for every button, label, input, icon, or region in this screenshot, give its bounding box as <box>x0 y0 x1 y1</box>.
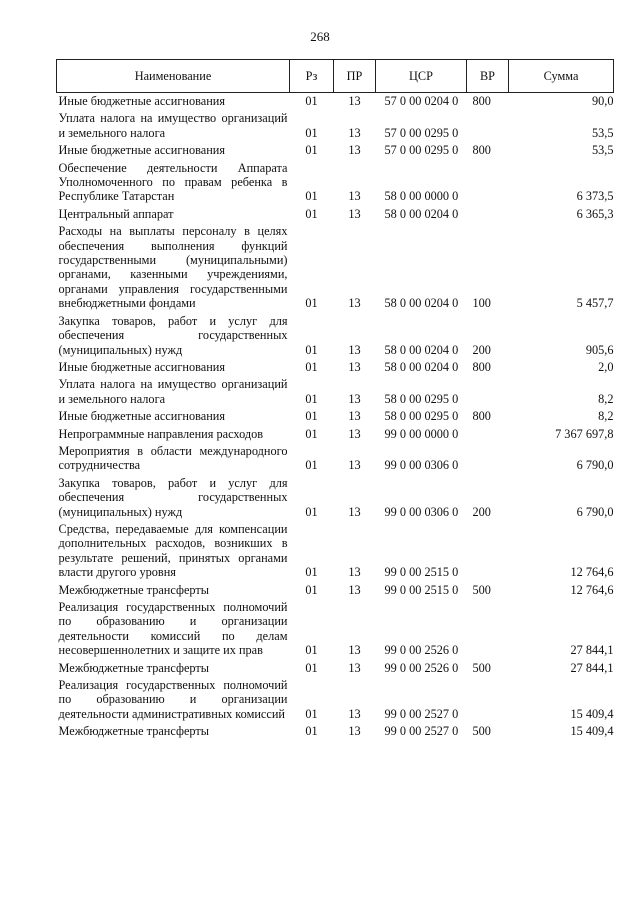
cell-csr: 57 0 00 0204 0 <box>384 94 459 108</box>
cell-rz: 01 <box>305 504 318 519</box>
cell-csr: 99 0 00 2526 0 <box>384 660 459 675</box>
cell-csr: 99 0 00 0306 0 <box>384 458 459 473</box>
cell-name: Межбюджетные трансферты <box>58 660 210 675</box>
cell-vr <box>467 426 509 443</box>
cell-sum: 905,6 <box>585 342 614 357</box>
header-name: Наименование <box>57 60 290 93</box>
table-row <box>57 313 614 359</box>
cell-rz: 01 <box>305 409 318 424</box>
header-rz: Рз <box>290 60 334 93</box>
cell-pr: 13 <box>348 724 361 739</box>
cell-pr: 13 <box>348 206 361 221</box>
cell-pr: 13 <box>348 660 361 675</box>
cell-name: Межбюджетные трансферты <box>58 582 210 597</box>
budget-table <box>56 59 614 741</box>
cell-csr: 58 0 00 0204 0 <box>384 342 459 357</box>
table-row <box>57 660 614 677</box>
cell-vr: 200 <box>472 504 491 519</box>
table-row <box>57 142 614 159</box>
cell-rz: 01 <box>305 391 318 406</box>
cell-name: Иные бюджетные ассигнования <box>58 359 226 374</box>
cell-name: Закупка товаров, работ и услуг для обеспечения государственных (муниципальных) нужд <box>58 475 288 519</box>
cell-sum: 6 790,0 <box>576 458 614 473</box>
cell-sum: 27 844,1 <box>570 660 614 675</box>
cell-vr: 800 <box>472 143 491 158</box>
table-row <box>57 376 614 408</box>
cell-vr: 800 <box>472 94 491 108</box>
cell-rz: 01 <box>305 660 318 675</box>
cell-csr: 99 0 00 2515 0 <box>384 582 459 597</box>
table-row <box>57 223 614 312</box>
cell-pr: 13 <box>348 391 361 406</box>
cell-rz: 01 <box>305 359 318 374</box>
cell-vr: 800 <box>472 359 491 374</box>
cell-rz: 01 <box>305 342 318 357</box>
cell-csr: 58 0 00 0295 0 <box>384 409 459 424</box>
table-row <box>57 677 614 723</box>
cell-csr: 99 0 00 2515 0 <box>384 565 459 580</box>
cell-sum: 8,2 <box>598 391 614 406</box>
cell-csr: 99 0 00 2526 0 <box>384 643 459 658</box>
cell-vr <box>467 599 509 660</box>
cell-name: Закупка товаров, работ и услуг для обеспечения государственных (муниципальных) нужд <box>58 313 288 357</box>
cell-sum: 6 790,0 <box>576 504 614 519</box>
cell-pr: 13 <box>348 359 361 374</box>
table-row <box>57 599 614 660</box>
cell-pr: 13 <box>348 189 361 204</box>
cell-rz: 01 <box>305 458 318 473</box>
cell-csr: 58 0 00 0204 0 <box>384 359 459 374</box>
cell-name: Мероприятия в области международного сотрудничества <box>58 443 288 473</box>
cell-vr <box>467 376 509 408</box>
cell-sum: 8,2 <box>598 409 614 424</box>
cell-vr: 500 <box>472 582 491 597</box>
cell-csr: 58 0 00 0204 0 <box>384 206 459 221</box>
cell-sum: 12 764,6 <box>570 565 614 580</box>
cell-name: Уплата налога на имущество организаций и земельного налога <box>58 377 288 406</box>
cell-csr: 99 0 00 2527 0 <box>384 724 459 739</box>
cell-name: Межбюджетные трансферты <box>58 724 210 739</box>
header-pr: ПР <box>334 60 376 93</box>
cell-sum: 5 457,7 <box>576 296 614 311</box>
header-row <box>57 60 614 93</box>
cell-csr: 99 0 00 0306 0 <box>384 504 459 519</box>
table-row <box>57 582 614 599</box>
table-row <box>57 426 614 443</box>
table-row <box>57 160 614 206</box>
cell-vr <box>467 521 509 582</box>
table-row <box>57 408 614 425</box>
table-row <box>57 110 614 142</box>
cell-name: Расходы на выплаты персоналу в целях обеспечения выполнения функций государственными (муниципальными) органами, казенными учреждениями, органами управления государственными внебюджетными фондами <box>58 224 288 311</box>
cell-pr: 13 <box>348 296 361 311</box>
cell-rz: 01 <box>305 724 318 739</box>
cell-sum: 2,0 <box>598 359 614 374</box>
cell-vr: 500 <box>472 724 491 739</box>
cell-sum: 6 373,5 <box>576 189 614 204</box>
cell-rz: 01 <box>305 565 318 580</box>
cell-pr: 13 <box>348 565 361 580</box>
cell-rz: 01 <box>305 643 318 658</box>
cell-sum: 15 409,4 <box>570 706 614 721</box>
cell-name: Иные бюджетные ассигнования <box>58 143 226 158</box>
cell-sum: 53,5 <box>591 125 614 140</box>
cell-name: Иные бюджетные ассигнования <box>58 94 226 108</box>
cell-sum: 6 365,3 <box>576 206 614 221</box>
table-header <box>57 60 614 93</box>
cell-sum: 15 409,4 <box>570 724 614 739</box>
cell-csr: 99 0 00 0000 0 <box>384 426 459 441</box>
cell-vr: 500 <box>472 660 491 675</box>
cell-rz: 01 <box>305 206 318 221</box>
cell-name: Центральный аппарат <box>58 206 174 221</box>
cell-name: Реализация государственных полномочий по образованию и организации деятельности административных комиссий <box>58 678 288 721</box>
cell-vr <box>467 443 509 475</box>
cell-csr: 99 0 00 2527 0 <box>384 706 459 721</box>
cell-csr: 58 0 00 0295 0 <box>384 391 459 406</box>
cell-sum: 7 367 697,8 <box>555 426 614 441</box>
cell-csr: 57 0 00 0295 0 <box>384 125 459 140</box>
cell-rz: 01 <box>305 94 318 108</box>
cell-rz: 01 <box>305 706 318 721</box>
cell-name: Реализация государственных полномочий по образованию и организации деятельности комиссий по делам несовершеннолетних и защите их прав <box>58 600 288 658</box>
cell-pr: 13 <box>348 582 361 597</box>
cell-name: Непрограммные направления расходов <box>58 426 264 441</box>
cell-name: Уплата налога на имущество организаций и земельного налога <box>58 111 288 140</box>
cell-sum: 90,0 <box>591 94 614 108</box>
cell-csr: 57 0 00 0295 0 <box>384 143 459 158</box>
cell-csr: 58 0 00 0204 0 <box>384 296 459 311</box>
cell-sum: 53,5 <box>591 143 614 158</box>
cell-pr: 13 <box>348 94 361 108</box>
cell-vr: 200 <box>472 342 491 357</box>
page-number: 268 <box>310 29 330 44</box>
cell-name: Обеспечение деятельности Аппарата Уполномоченного по правам ребенка в Республике Татарстан <box>58 160 288 204</box>
table-row <box>57 723 614 740</box>
cell-pr: 13 <box>348 426 361 441</box>
table-body <box>57 93 614 741</box>
cell-rz: 01 <box>305 125 318 140</box>
cell-rz: 01 <box>305 582 318 597</box>
cell-vr <box>467 206 509 223</box>
cell-pr: 13 <box>348 125 361 140</box>
table-row <box>57 475 614 521</box>
cell-rz: 01 <box>305 426 318 441</box>
cell-vr <box>467 160 509 206</box>
cell-pr: 13 <box>348 504 361 519</box>
cell-pr: 13 <box>348 143 361 158</box>
cell-vr <box>467 677 509 723</box>
cell-name: Средства, передаваемые для компенсации дополнительных расходов, возникших в результате решений, принятых органами власти другого уровня <box>58 521 288 580</box>
cell-sum: 27 844,1 <box>570 643 614 658</box>
header-vr: ВР <box>467 60 509 93</box>
table-row <box>57 93 614 111</box>
cell-pr: 13 <box>348 706 361 721</box>
cell-rz: 01 <box>305 296 318 311</box>
cell-pr: 13 <box>348 342 361 357</box>
cell-csr: 58 0 00 0000 0 <box>384 189 459 204</box>
header-sum: Сумма <box>509 60 614 93</box>
table-row <box>57 521 614 582</box>
cell-vr: 100 <box>472 296 491 311</box>
cell-vr: 800 <box>472 409 491 424</box>
cell-vr <box>467 110 509 142</box>
cell-pr: 13 <box>348 643 361 658</box>
cell-rz: 01 <box>305 143 318 158</box>
cell-pr: 13 <box>348 458 361 473</box>
cell-pr: 13 <box>348 409 361 424</box>
cell-sum: 12 764,6 <box>570 582 614 597</box>
header-csr: ЦСР <box>376 60 467 93</box>
table-row <box>57 359 614 376</box>
table-row <box>57 443 614 475</box>
table-row <box>57 206 614 223</box>
cell-name: Иные бюджетные ассигнования <box>58 409 226 424</box>
cell-rz: 01 <box>305 189 318 204</box>
